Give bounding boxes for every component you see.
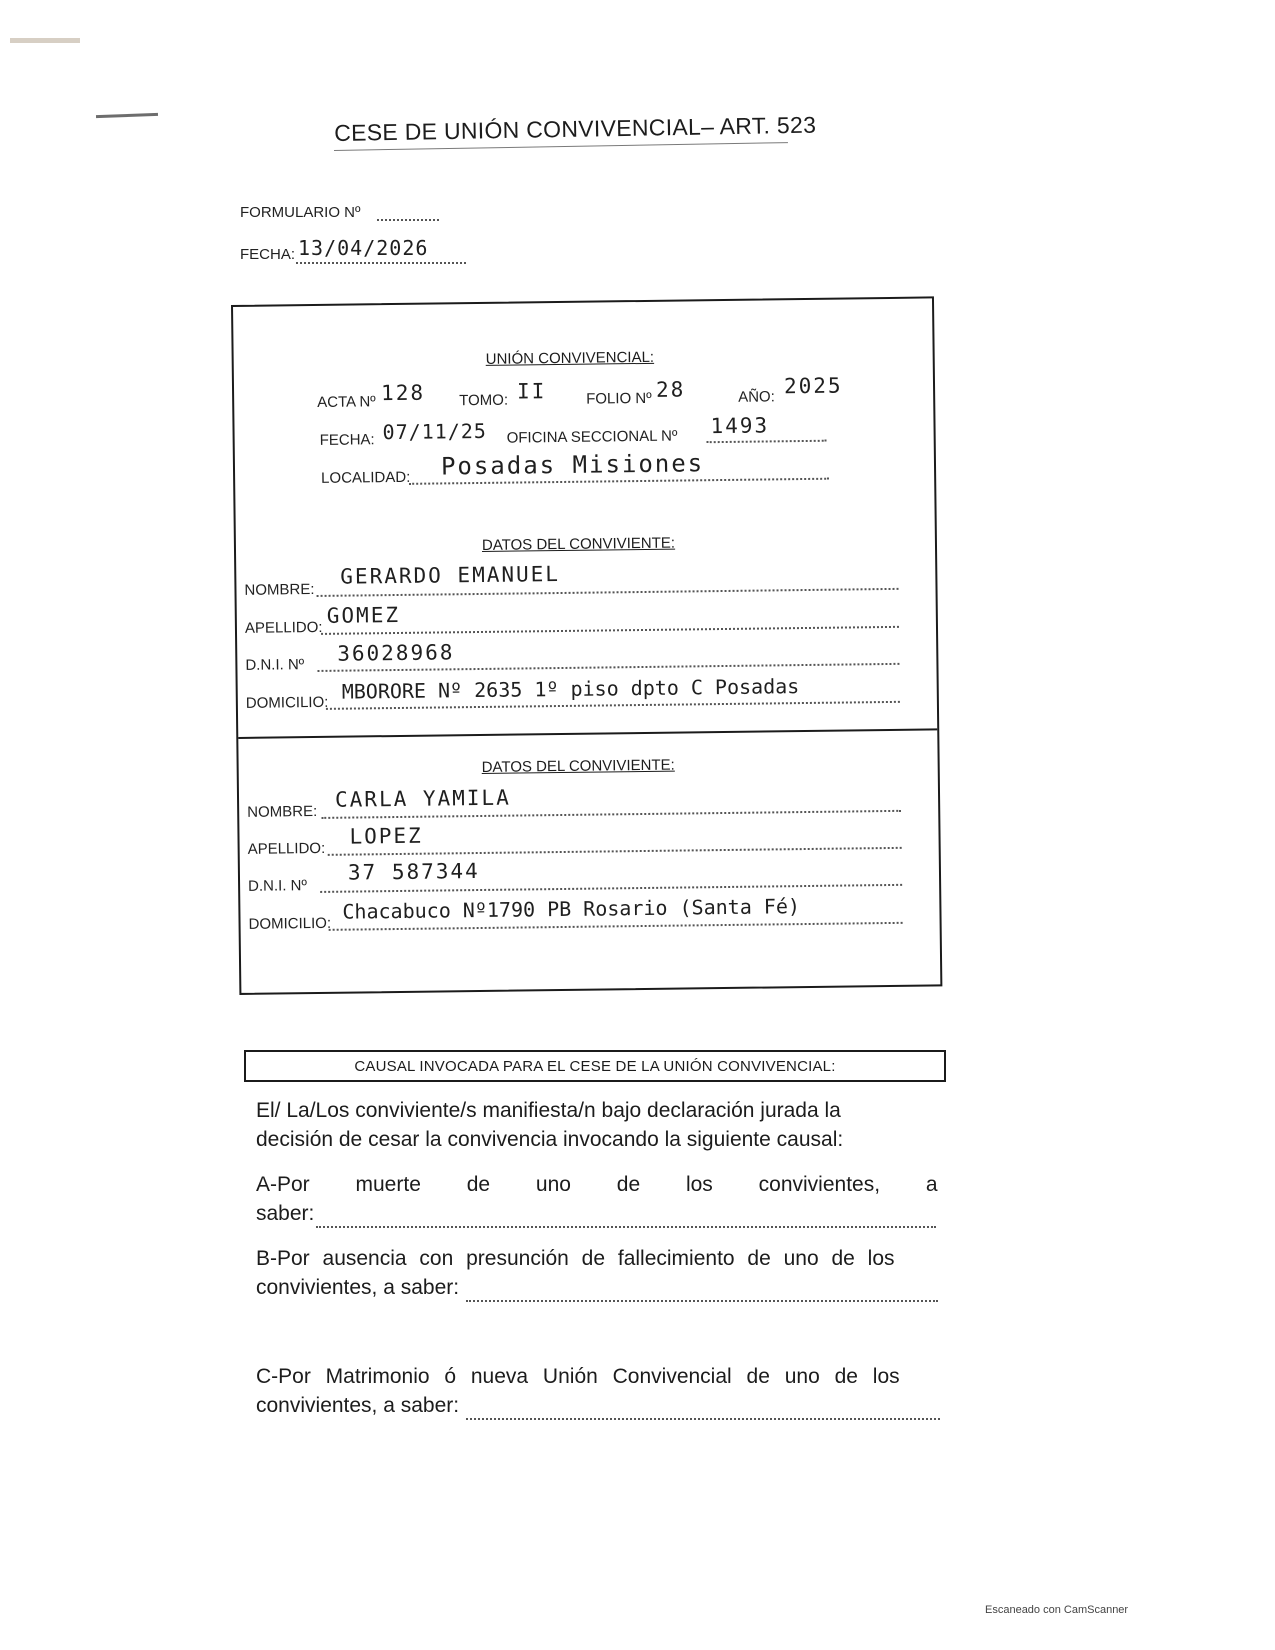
document-title: CESE DE UNIÓN CONVIVENCIAL– ART. 523 [334,111,817,146]
conviviente2-apellido-value[interactable]: LOPEZ [349,823,423,849]
causal-c-line1: C-Por Matrimonio ó nueva Unión Convivencial de uno de los [256,1365,900,1388]
causal-heading: CAUSAL INVOCADA PARA EL CESE DE LA UNIÓN CONVIVENCIAL: [354,1057,836,1075]
causal-b-field[interactable] [466,1300,938,1302]
conviviente2-dni-value[interactable]: 37 587344 [347,859,480,885]
conviviente1-dni-label: D.N.I. Nº [245,656,305,674]
acta-value[interactable]: 128 [380,380,426,406]
conviviente2-dni-label: D.N.I. Nº [247,877,308,895]
conviviente1-domicilio-label: DOMICILIO: [245,693,329,712]
causal-intro-line1: El/ La/Los conviviente/s manifiesta/n bajo declaración jurada la [256,1099,841,1122]
folio-label: FOLIO Nº [586,389,652,408]
causal-a-line1: A-Por muerte de uno de los convivientes, a [256,1173,938,1196]
conviviente1-nombre-label: NOMBRE: [244,581,315,599]
staple-mark [96,113,158,118]
fecha-form-field [296,262,466,264]
box-separator [238,728,937,739]
anio-label: AÑO: [738,388,775,406]
conviviente1-heading: DATOS DEL CONVIVIENTE: [481,534,676,554]
causal-c-line2: convivientes, a saber: [256,1394,460,1417]
causal-b-line1: B-Por ausencia con presunción de fallecimiento de uno de los [256,1247,895,1270]
causal-option-c [256,1362,936,1420]
causal-a-line2: saber: [256,1202,315,1225]
conviviente1-nombre-field [317,588,899,597]
formulario-field[interactable] [377,219,439,221]
conviviente2-apellido-label: APELLIDO: [247,839,326,858]
tomo-label: TOMO: [459,391,509,410]
union-fecha-label: FECHA: [319,431,375,449]
oficina-value[interactable]: 1493 [710,413,770,439]
scanner-footer: Escaneado con CamScanner [985,1604,1129,1616]
conviviente2-nombre-label: NOMBRE: [247,802,318,821]
conviviente1-domicilio-value[interactable]: MBORORE Nº 2635 1º piso dpto C Posadas [341,674,800,704]
union-heading: UNIÓN CONVIVENCIAL: [485,348,655,368]
conviviente2-dni-field [320,884,902,893]
conviviente2-domicilio-label: DOMICILIO: [248,914,332,933]
conviviente1-apellido-value[interactable]: GOMEZ [326,602,401,628]
fecha-form-value[interactable]: 13/04/2026 [298,236,429,260]
localidad-value[interactable]: Posadas Misiones [440,449,705,481]
causal-b-line2: convivientes, a saber: [256,1276,460,1299]
formulario-label: FORMULARIO Nº [240,204,361,221]
acta-label: ACTA Nº [317,393,376,411]
fecha-form-label: FECHA: [240,246,296,263]
folio-value[interactable]: 28 [655,377,686,402]
conviviente1-apellido-field [321,626,899,635]
scan-edge-mark [10,38,80,43]
union-convivencial-box [231,296,942,995]
causal-option-b [256,1244,936,1302]
conviviente2-nombre-value[interactable]: CARLA YAMILA [334,785,511,812]
conviviente2-domicilio-value[interactable]: Chacabuco Nº1790 PB Rosario (Santa Fé) [342,894,801,924]
causal-intro [256,1096,936,1154]
anio-value[interactable]: 2025 [783,373,843,399]
causal-a-field[interactable] [316,1226,936,1228]
conviviente1-apellido-label: APELLIDO: [244,618,323,637]
union-fecha-value[interactable]: 07/11/25 [382,418,488,445]
causal-intro-line2: decisión de cesar la convivencia invocando la siguiente causal: [256,1128,844,1151]
tomo-value[interactable]: II [516,379,547,404]
oficina-label: OFICINA SECCIONAL Nº [506,427,678,447]
causal-c-field[interactable] [466,1418,940,1420]
conviviente1-nombre-value[interactable]: GERARDO EMANUEL [340,562,561,589]
conviviente2-domicilio-field [329,922,903,931]
conviviente2-apellido-field [328,847,902,856]
causal-option-a [256,1170,936,1228]
oficina-field [707,440,827,443]
conviviente2-heading: DATOS DEL CONVIVIENTE: [481,756,675,776]
localidad-label: LOCALIDAD: [321,468,411,487]
conviviente1-dni-value[interactable]: 36028968 [337,640,455,666]
causal-heading-box [244,1050,946,1082]
conviviente2-nombre-field [321,810,901,819]
